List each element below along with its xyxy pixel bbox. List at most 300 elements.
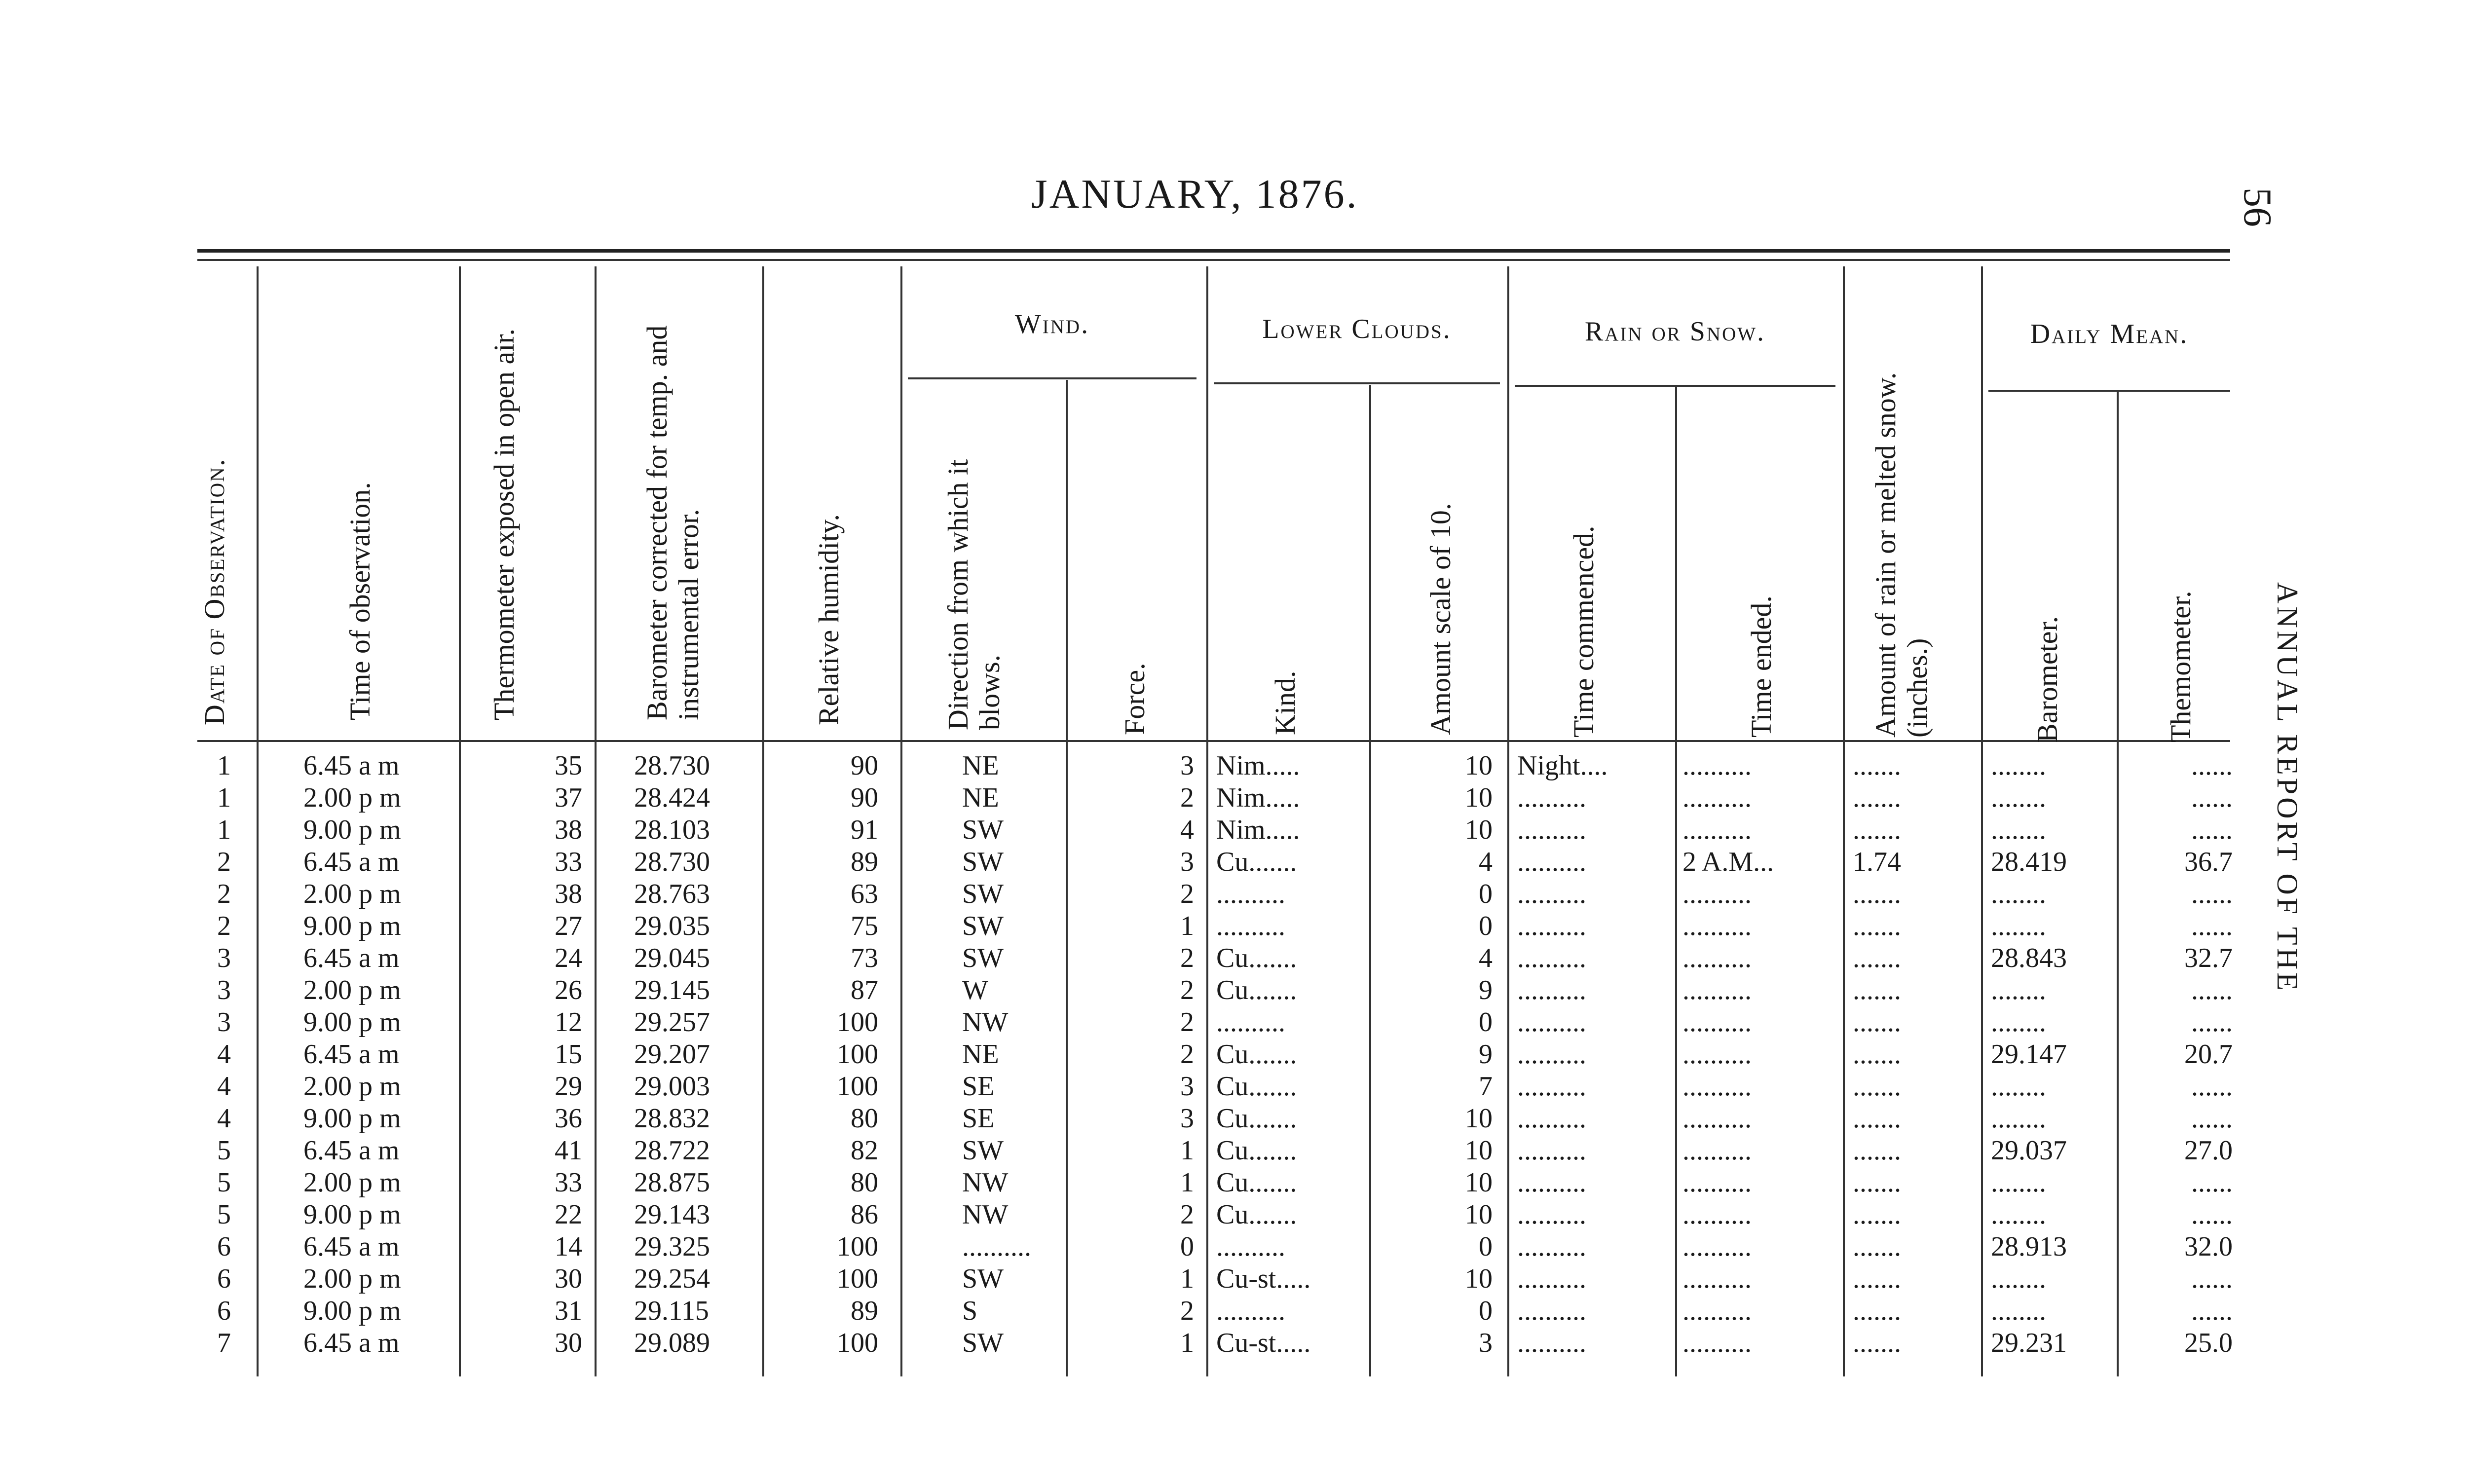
wind-direction-cell: SW — [962, 1328, 1004, 1358]
cloud-kind-cell: Cu....... — [1216, 975, 1297, 1005]
rain-ended-cell: .......... — [1682, 750, 1752, 781]
daily-barometer-cell: ........ — [1991, 1071, 2046, 1102]
rain-amount-cell: ....... — [1853, 1328, 1901, 1358]
daily-barometer-cell: ........ — [1991, 815, 2046, 845]
header-thermometer: Thermometer exposed in open air. — [488, 328, 520, 720]
rain-commenced-cell: .......... — [1517, 1007, 1586, 1038]
thermometer-cell: 26 — [555, 975, 582, 1005]
cloud-amount-cell: 9 — [1479, 1039, 1493, 1070]
date-cell: 3 — [217, 975, 231, 1005]
cloud-amount-cell: 0 — [1479, 1296, 1493, 1326]
daily-barometer-cell: ........ — [1991, 1103, 2046, 1134]
wind-direction-cell: NW — [962, 1199, 1009, 1230]
daily-thermometer-cell: ...... — [2191, 1167, 2233, 1198]
barometer-cell: 28.763 — [634, 879, 710, 909]
date-cell: 5 — [217, 1135, 231, 1166]
table-row — [0, 1135, 2467, 1167]
daily-thermometer-cell: ...... — [2191, 782, 2233, 813]
humidity-cell: 100 — [837, 1263, 878, 1294]
barometer-cell: 28.730 — [634, 750, 710, 781]
humidity-cell: 63 — [851, 879, 878, 909]
thermometer-cell: 37 — [555, 782, 582, 813]
date-cell: 4 — [217, 1071, 231, 1102]
rain-amount-cell: ....... — [1853, 1167, 1901, 1198]
cloud-amount-cell: 0 — [1479, 911, 1493, 941]
humidity-cell: 91 — [851, 815, 878, 845]
rain-commenced-cell: .......... — [1517, 782, 1586, 813]
header-barometer: Barometer corrected for temp. and instrumental error. — [641, 325, 705, 720]
wind-force-cell: 2 — [1180, 975, 1194, 1005]
daily-thermometer-cell: ...... — [2191, 1199, 2233, 1230]
barometer-cell: 29.143 — [634, 1199, 710, 1230]
rain-commenced-cell: .......... — [1517, 1103, 1586, 1134]
time-cell: 9.00 p m — [303, 1007, 401, 1038]
daily-barometer-cell: 28.843 — [1991, 943, 2067, 973]
daily-barometer-cell: 28.913 — [1991, 1231, 2067, 1262]
date-cell: 4 — [217, 1103, 231, 1134]
daily-barometer-cell: ........ — [1991, 782, 2046, 813]
header-daily-barometer: Barometer. — [2031, 616, 2063, 742]
cloud-kind-cell: Cu....... — [1216, 1039, 1297, 1070]
rain-ended-cell: .......... — [1682, 1167, 1752, 1198]
rain-commenced-cell: .......... — [1517, 879, 1586, 909]
barometer-cell: 29.045 — [634, 943, 710, 973]
rain-amount-cell: ....... — [1853, 1199, 1901, 1230]
date-cell: 2 — [217, 911, 231, 941]
humidity-cell: 100 — [837, 1071, 878, 1102]
humidity-cell: 100 — [837, 1328, 878, 1358]
header-date: Date of Observation. — [198, 458, 230, 725]
wind-direction-cell: SE — [962, 1071, 995, 1102]
cloud-kind-cell: Nim..... — [1216, 815, 1300, 845]
wind-direction-cell: SW — [962, 879, 1004, 909]
wind-direction-cell: NE — [962, 782, 999, 813]
wind-direction-cell: SE — [962, 1103, 995, 1134]
time-cell: 2.00 p m — [303, 1071, 401, 1102]
wind-force-cell: 1 — [1180, 1328, 1194, 1358]
rain-ended-cell: .......... — [1682, 1231, 1752, 1262]
rain-commenced-cell: Night.... — [1517, 750, 1608, 781]
barometer-cell: 28.875 — [634, 1167, 710, 1198]
rain-commenced-cell: .......... — [1517, 1039, 1586, 1070]
rain-ended-cell: .......... — [1682, 911, 1752, 941]
date-cell: 1 — [217, 782, 231, 813]
thermometer-cell: 38 — [555, 879, 582, 909]
table-row — [0, 846, 2467, 878]
daily-thermometer-cell: 32.7 — [2184, 943, 2233, 973]
thermometer-cell: 14 — [555, 1231, 582, 1262]
cloud-amount-cell: 0 — [1479, 879, 1493, 909]
wind-direction-cell: NW — [962, 1007, 1009, 1038]
rain-amount-cell: ....... — [1853, 911, 1901, 941]
daily-barometer-cell: ........ — [1991, 975, 2046, 1005]
header-rain-amount: Amount of rain or melted snow. (inches.) — [1869, 372, 1933, 738]
rain-amount-cell: ....... — [1853, 1263, 1901, 1294]
table-row — [0, 1006, 2467, 1039]
time-cell: 6.45 a m — [303, 1328, 400, 1358]
wind-direction-cell: .......... — [962, 1231, 1031, 1262]
daily-thermometer-cell: 32.0 — [2184, 1231, 2233, 1262]
rain-ended-cell: 2 A.M... — [1682, 847, 1774, 877]
rain-ended-cell: .......... — [1682, 782, 1752, 813]
rain-commenced-cell: .......... — [1517, 1231, 1586, 1262]
daily-barometer-cell: 29.037 — [1991, 1135, 2067, 1166]
wind-force-cell: 2 — [1180, 1039, 1194, 1070]
table-row — [0, 1295, 2467, 1327]
date-cell: 7 — [217, 1328, 231, 1358]
header-daily-thermometer: Themometer. — [2165, 591, 2197, 742]
cloud-amount-cell: 10 — [1465, 750, 1493, 781]
group-rule-wind — [908, 377, 1196, 379]
daily-barometer-cell: ........ — [1991, 1167, 2046, 1198]
daily-thermometer-cell: ...... — [2191, 1296, 2233, 1326]
cloud-amount-cell: 10 — [1465, 1103, 1493, 1134]
rain-ended-cell: .......... — [1682, 1071, 1752, 1102]
date-cell: 1 — [217, 815, 231, 845]
date-cell: 2 — [217, 879, 231, 909]
wind-force-cell: 2 — [1180, 879, 1194, 909]
thermometer-cell: 15 — [555, 1039, 582, 1070]
cloud-kind-cell: Cu....... — [1216, 1167, 1297, 1198]
rain-ended-cell: .......... — [1682, 1039, 1752, 1070]
daily-barometer-cell: ........ — [1991, 911, 2046, 941]
time-cell: 9.00 p m — [303, 815, 401, 845]
daily-thermometer-cell: ...... — [2191, 815, 2233, 845]
table-row — [0, 910, 2467, 942]
daily-barometer-cell: 29.231 — [1991, 1328, 2067, 1358]
header-rain-ended: Time ended. — [1745, 595, 1777, 738]
rain-ended-cell: .......... — [1682, 1263, 1752, 1294]
wind-direction-cell: W — [962, 975, 988, 1005]
wind-force-cell: 1 — [1180, 1135, 1194, 1166]
daily-thermometer-cell: ...... — [2191, 879, 2233, 909]
daily-thermometer-cell: ...... — [2191, 975, 2233, 1005]
cloud-amount-cell: 7 — [1479, 1071, 1493, 1102]
date-cell: 3 — [217, 943, 231, 973]
time-cell: 9.00 p m — [303, 1296, 401, 1326]
table-row — [0, 814, 2467, 846]
cloud-amount-cell: 4 — [1479, 847, 1493, 877]
cloud-amount-cell: 10 — [1465, 1263, 1493, 1294]
thermometer-cell: 22 — [555, 1199, 582, 1230]
cloud-kind-cell: Nim..... — [1216, 782, 1300, 813]
cloud-kind-cell: Cu....... — [1216, 1199, 1297, 1230]
rain-amount-cell: ....... — [1853, 1039, 1901, 1070]
cloud-kind-cell: Cu-st..... — [1216, 1328, 1311, 1358]
time-cell: 6.45 a m — [303, 1135, 400, 1166]
cloud-kind-cell: .......... — [1216, 879, 1285, 909]
humidity-cell: 89 — [851, 1296, 878, 1326]
date-cell: 4 — [217, 1039, 231, 1070]
header-rain-commenced: Time commenced. — [1568, 525, 1600, 738]
lower-clouds-group-header: Lower Clouds. — [1262, 314, 1452, 344]
header-humidity: Relative humidity. — [813, 514, 845, 725]
time-cell: 9.00 p m — [303, 1199, 401, 1230]
cloud-kind-cell: Nim..... — [1216, 750, 1300, 781]
table-row — [0, 974, 2467, 1006]
cloud-kind-cell: .......... — [1216, 1007, 1285, 1038]
header-time: Time of observation. — [344, 482, 376, 720]
group-rule-rain — [1515, 385, 1835, 387]
daily-barometer-cell: 28.419 — [1991, 847, 2067, 877]
humidity-cell: 90 — [851, 782, 878, 813]
barometer-cell: 29.207 — [634, 1039, 710, 1070]
wind-direction-cell: S — [962, 1296, 978, 1326]
rain-commenced-cell: .......... — [1517, 1167, 1586, 1198]
wind-force-cell: 1 — [1180, 1167, 1194, 1198]
rain-amount-cell: ....... — [1853, 975, 1901, 1005]
cloud-amount-cell: 0 — [1479, 1007, 1493, 1038]
cloud-kind-cell: Cu....... — [1216, 943, 1297, 973]
wind-direction-cell: SW — [962, 943, 1004, 973]
daily-barometer-cell: ........ — [1991, 750, 2046, 781]
rain-ended-cell: .......... — [1682, 1328, 1752, 1358]
wind-direction-cell: SW — [962, 1263, 1004, 1294]
thermometer-cell: 41 — [555, 1135, 582, 1166]
wind-force-cell: 2 — [1180, 1199, 1194, 1230]
humidity-cell: 89 — [851, 847, 878, 877]
rain-ended-cell: .......... — [1682, 1199, 1752, 1230]
daily-barometer-cell: ........ — [1991, 1296, 2046, 1326]
time-cell: 6.45 a m — [303, 847, 400, 877]
wind-force-cell: 4 — [1180, 815, 1194, 845]
wind-force-cell: 2 — [1180, 1007, 1194, 1038]
rain-commenced-cell: .......... — [1517, 975, 1586, 1005]
cloud-amount-cell: 4 — [1479, 943, 1493, 973]
rain-commenced-cell: .......... — [1517, 1135, 1586, 1166]
thermometer-cell: 38 — [555, 815, 582, 845]
group-rule-clouds — [1214, 382, 1500, 384]
thermometer-cell: 24 — [555, 943, 582, 973]
time-cell: 2.00 p m — [303, 1167, 401, 1198]
rain-amount-cell: ....... — [1853, 1071, 1901, 1102]
wind-direction-cell: SW — [962, 815, 1004, 845]
thermometer-cell: 29 — [555, 1071, 582, 1102]
rain-commenced-cell: .......... — [1517, 815, 1586, 845]
wind-direction-cell: NE — [962, 1039, 999, 1070]
rain-amount-cell: ....... — [1853, 1103, 1901, 1134]
cloud-amount-cell: 10 — [1465, 815, 1493, 845]
rain-amount-cell: ....... — [1853, 1135, 1901, 1166]
barometer-cell: 28.424 — [634, 782, 710, 813]
rain-ended-cell: .......... — [1682, 975, 1752, 1005]
rain-snow-group-header: Rain or Snow. — [1584, 316, 1766, 347]
rain-commenced-cell: .......... — [1517, 1263, 1586, 1294]
daily-thermometer-cell: ...... — [2191, 1103, 2233, 1134]
barometer-cell: 29.145 — [634, 975, 710, 1005]
rain-amount-cell: ....... — [1853, 1296, 1901, 1326]
rain-commenced-cell: .......... — [1517, 1296, 1586, 1326]
thermometer-cell: 36 — [555, 1103, 582, 1134]
time-cell: 6.45 a m — [303, 1231, 400, 1262]
rain-amount-cell: ....... — [1853, 750, 1901, 781]
rain-commenced-cell: .......... — [1517, 911, 1586, 941]
rain-commenced-cell: .......... — [1517, 847, 1586, 877]
thermometer-cell: 30 — [555, 1328, 582, 1358]
humidity-cell: 73 — [851, 943, 878, 973]
cloud-kind-cell: Cu....... — [1216, 847, 1297, 877]
time-cell: 6.45 a m — [303, 943, 400, 973]
cloud-amount-cell: 10 — [1465, 1167, 1493, 1198]
cloud-kind-cell: Cu....... — [1216, 1103, 1297, 1134]
rain-commenced-cell: .......... — [1517, 1328, 1586, 1358]
barometer-cell: 29.035 — [634, 911, 710, 941]
rain-amount-cell: ....... — [1853, 1231, 1901, 1262]
wind-group-header: Wind. — [1014, 309, 1090, 339]
date-cell: 5 — [217, 1167, 231, 1198]
wind-force-cell: 1 — [1180, 1263, 1194, 1294]
barometer-cell: 28.103 — [634, 815, 710, 845]
thermometer-cell: 33 — [555, 1167, 582, 1198]
table-row — [0, 1231, 2467, 1263]
cloud-kind-cell: .......... — [1216, 911, 1285, 941]
wind-force-cell: 3 — [1180, 847, 1194, 877]
barometer-cell: 29.089 — [634, 1328, 710, 1358]
wind-force-cell: 2 — [1180, 943, 1194, 973]
thermometer-cell: 33 — [555, 847, 582, 877]
thermometer-cell: 30 — [555, 1263, 582, 1294]
wind-force-cell: 1 — [1180, 911, 1194, 941]
daily-barometer-cell: ........ — [1991, 1263, 2046, 1294]
rain-commenced-cell: .......... — [1517, 1199, 1586, 1230]
thermometer-cell: 35 — [555, 750, 582, 781]
daily-thermometer-cell: 36.7 — [2184, 847, 2233, 877]
rain-ended-cell: .......... — [1682, 1103, 1752, 1134]
cloud-kind-cell: .......... — [1216, 1296, 1285, 1326]
cloud-kind-cell: .......... — [1216, 1231, 1285, 1262]
daily-barometer-cell: ........ — [1991, 1007, 2046, 1038]
rain-amount-cell: ....... — [1853, 879, 1901, 909]
table-row — [0, 1199, 2467, 1231]
barometer-cell: 29.325 — [634, 1231, 710, 1262]
date-cell: 6 — [217, 1263, 231, 1294]
date-cell: 2 — [217, 847, 231, 877]
date-cell: 6 — [217, 1296, 231, 1326]
date-cell: 3 — [217, 1007, 231, 1038]
wind-direction-cell: SW — [962, 847, 1004, 877]
barometer-cell: 28.730 — [634, 847, 710, 877]
rain-amount-cell: ....... — [1853, 1007, 1901, 1038]
daily-thermometer-cell: ...... — [2191, 750, 2233, 781]
humidity-cell: 80 — [851, 1167, 878, 1198]
wind-force-cell: 2 — [1180, 782, 1194, 813]
time-cell: 2.00 p m — [303, 782, 401, 813]
page-number: 56 — [2236, 187, 2279, 227]
barometer-cell: 29.115 — [634, 1296, 709, 1326]
cloud-amount-cell: 10 — [1465, 782, 1493, 813]
thermometer-cell: 27 — [555, 911, 582, 941]
daily-thermometer-cell: 25.0 — [2184, 1328, 2233, 1358]
rain-amount-cell: ....... — [1853, 782, 1901, 813]
daily-barometer-cell: 29.147 — [1991, 1039, 2067, 1070]
header-rule — [197, 740, 2230, 742]
header-wind-force: Force. — [1119, 663, 1151, 735]
daily-thermometer-cell: 27.0 — [2184, 1135, 2233, 1166]
daily-thermometer-cell: 20.7 — [2184, 1039, 2233, 1070]
wind-direction-cell: NW — [962, 1167, 1009, 1198]
table-row — [0, 1103, 2467, 1135]
daily-thermometer-cell: ...... — [2191, 1007, 2233, 1038]
date-cell: 6 — [217, 1231, 231, 1262]
daily-thermometer-cell: ...... — [2191, 1263, 2233, 1294]
table-row — [0, 1039, 2467, 1071]
time-cell: 6.45 a m — [303, 750, 400, 781]
humidity-cell: 82 — [851, 1135, 878, 1166]
running-head: ANNUAL REPORT OF THE — [2271, 582, 2304, 994]
barometer-cell: 29.257 — [634, 1007, 710, 1038]
wind-direction-cell: SW — [962, 1135, 1004, 1166]
wind-force-cell: 3 — [1180, 1103, 1194, 1134]
rain-ended-cell: .......... — [1682, 879, 1752, 909]
rain-ended-cell: .......... — [1682, 1135, 1752, 1166]
cloud-kind-cell: Cu-st..... — [1216, 1263, 1311, 1294]
time-cell: 6.45 a m — [303, 1039, 400, 1070]
header-clouds-kind: Kind. — [1269, 670, 1301, 735]
rain-commenced-cell: .......... — [1517, 1071, 1586, 1102]
barometer-cell: 28.722 — [634, 1135, 710, 1166]
top-rule-thick — [197, 249, 2230, 253]
table-row — [0, 942, 2467, 974]
rain-amount-cell: ....... — [1853, 815, 1901, 845]
daily-barometer-cell: ........ — [1991, 879, 2046, 909]
date-cell: 1 — [217, 750, 231, 781]
thermometer-cell: 31 — [555, 1296, 582, 1326]
date-cell: 5 — [217, 1199, 231, 1230]
humidity-cell: 86 — [851, 1199, 878, 1230]
table-row — [0, 1327, 2467, 1359]
time-cell: 2.00 p m — [303, 879, 401, 909]
cloud-amount-cell: 10 — [1465, 1135, 1493, 1166]
time-cell: 2.00 p m — [303, 975, 401, 1005]
rain-ended-cell: .......... — [1682, 1007, 1752, 1038]
wind-direction-cell: NE — [962, 750, 999, 781]
rain-ended-cell: .......... — [1682, 815, 1752, 845]
table-row — [0, 1071, 2467, 1103]
wind-force-cell: 2 — [1180, 1296, 1194, 1326]
humidity-cell: 100 — [837, 1039, 878, 1070]
daily-thermometer-cell: ...... — [2191, 911, 2233, 941]
barometer-cell: 28.832 — [634, 1103, 710, 1134]
table-row — [0, 878, 2467, 910]
humidity-cell: 87 — [851, 975, 878, 1005]
rain-amount-cell: ....... — [1853, 943, 1901, 973]
humidity-cell: 80 — [851, 1103, 878, 1134]
cloud-kind-cell: Cu....... — [1216, 1135, 1297, 1166]
cloud-amount-cell: 3 — [1479, 1328, 1493, 1358]
table-row — [0, 750, 2467, 782]
wind-force-cell: 0 — [1180, 1231, 1194, 1262]
rain-ended-cell: .......... — [1682, 1296, 1752, 1326]
cloud-amount-cell: 0 — [1479, 1231, 1493, 1262]
top-rule-thin — [197, 259, 2230, 261]
cloud-kind-cell: Cu....... — [1216, 1071, 1297, 1102]
humidity-cell: 100 — [837, 1231, 878, 1262]
wind-force-cell: 3 — [1180, 1071, 1194, 1102]
time-cell: 9.00 p m — [303, 1103, 401, 1134]
time-cell: 2.00 p m — [303, 1263, 401, 1294]
daily-thermometer-cell: ...... — [2191, 1071, 2233, 1102]
table-row — [0, 1263, 2467, 1295]
thermometer-cell: 12 — [555, 1007, 582, 1038]
cloud-amount-cell: 9 — [1479, 975, 1493, 1005]
header-wind-direction: Direction from which it blows. — [942, 459, 1006, 730]
cloud-amount-cell: 10 — [1465, 1199, 1493, 1230]
daily-barometer-cell: ........ — [1991, 1199, 2046, 1230]
wind-direction-cell: SW — [962, 911, 1004, 941]
barometer-cell: 29.003 — [634, 1071, 710, 1102]
table-row — [0, 782, 2467, 814]
humidity-cell: 100 — [837, 1007, 878, 1038]
